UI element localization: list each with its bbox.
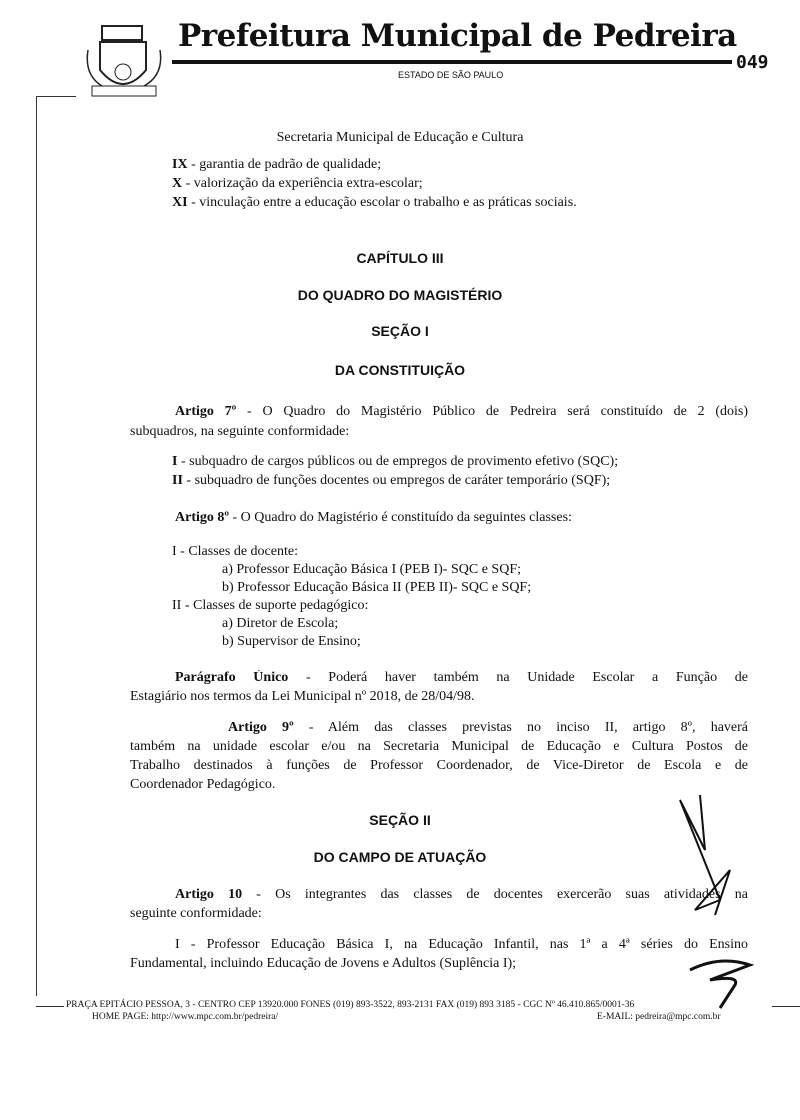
article-10-text: I - Professor Educação Básica I, na Educação Infantil, nas 1ª a 4ª séries do Ensino xyxy=(175,937,748,952)
scan-border-bottom xyxy=(36,1006,64,1007)
list-item: b) Supervisor de Ensino; xyxy=(222,634,361,649)
footer-homepage: HOME PAGE: http://www.mpc.com.br/pedreira/ xyxy=(92,1012,279,1022)
list-item: XI - vinculação entre a educação escolar o trabalho e as práticas sociais. xyxy=(172,195,577,210)
department-name: Secretaria Municipal de Educação e Cultura xyxy=(276,130,524,145)
list-item: b) Professor Educação Básica II (PEB II)- SQC e SQF; xyxy=(222,580,532,595)
list-item: I - Classes de docente: xyxy=(172,544,298,559)
header-title: Prefeitura Municipal de Pedreira xyxy=(178,18,737,54)
list-item: a) Diretor de Escola; xyxy=(222,616,339,631)
article-10-text: Artigo 10 - Os integrantes das classes de docentes exercerão suas atividades na xyxy=(175,887,748,902)
section-heading: SEÇÃO I xyxy=(371,323,429,339)
list-item: a) Professor Educação Básica I (PEB I)- SQC e SQF; xyxy=(222,562,521,577)
article-9-text: também na unidade escolar e/ou na Secretaria Municipal de Educação e Cultura Postos de xyxy=(130,739,748,754)
section-title: DO CAMPO DE ATUAÇÃO xyxy=(313,849,487,865)
chapter-title: DO QUADRO DO MAGISTÉRIO xyxy=(297,287,503,303)
article-9-text: Trabalho destinados à funções de Professor Coordenador, de Vice-Diretor de Escola e de xyxy=(130,758,748,773)
list-item: X - valorização da experiência extra-escolar; xyxy=(172,176,423,191)
scan-border-top xyxy=(36,96,76,97)
article-7-text: subquadros, na seguinte conformidade: xyxy=(130,424,350,439)
list-item: I - subquadro de cargos públicos ou de empregos de provimento efetivo (SQC); xyxy=(172,454,619,469)
scan-border-right xyxy=(772,1006,800,1007)
header-rule xyxy=(172,60,732,64)
signature-mark xyxy=(660,790,740,920)
section-title: DA CONSTITUIÇÃO xyxy=(334,362,466,378)
footer-address: PRAÇA EPITÁCIO PESSOA, 3 - CENTRO CEP 13920.000 FONES (019) 893-3522, 893-2131 FAX (019) 893 3185 - CGC Nº 46.410.865/0001-36 xyxy=(66,1000,635,1010)
list-item: II - Classes de suporte pedagógico: xyxy=(172,598,369,613)
paragraph-text: Parágrafo Único - Poderá haver também na Unidade Escolar a Função de xyxy=(175,670,748,685)
footer-email: E-MAIL: pedreira@mpc.com.br xyxy=(597,1012,721,1022)
article-10-text: Fundamental, incluindo Educação de Jovens e Adultos (Suplência I); xyxy=(130,956,517,971)
header-state: ESTADO DE SÃO PAULO xyxy=(398,70,504,80)
article-9-text: Artigo 9º - Além das classes previstas no inciso II, artigo 8º, haverá xyxy=(228,720,748,735)
page-number: 049 xyxy=(736,52,769,73)
article-9-text: Coordenador Pedagógico. xyxy=(130,777,276,792)
article-7-text: Artigo 7º - O Quadro do Magistério Público de Pedreira será constituído de 2 (dois) xyxy=(175,404,748,419)
article-10-text: seguinte conformidade: xyxy=(130,906,262,921)
municipal-crest-logo xyxy=(80,20,170,102)
list-item: II - subquadro de funções docentes ou empregos de caráter temporário (SQF); xyxy=(172,473,611,488)
signature-initial xyxy=(680,950,760,1010)
chapter-heading: CAPÍTULO III xyxy=(356,250,444,266)
section-heading: SEÇÃO II xyxy=(369,812,431,828)
list-item: IX - garantia de padrão de qualidade; xyxy=(172,157,382,172)
article-8-text: Artigo 8º - O Quadro do Magistério é constituído da seguintes classes: xyxy=(175,510,572,525)
paragraph-text: Estagiário nos termos da Lei Municipal nº 2018, de 28/04/98. xyxy=(130,689,475,704)
